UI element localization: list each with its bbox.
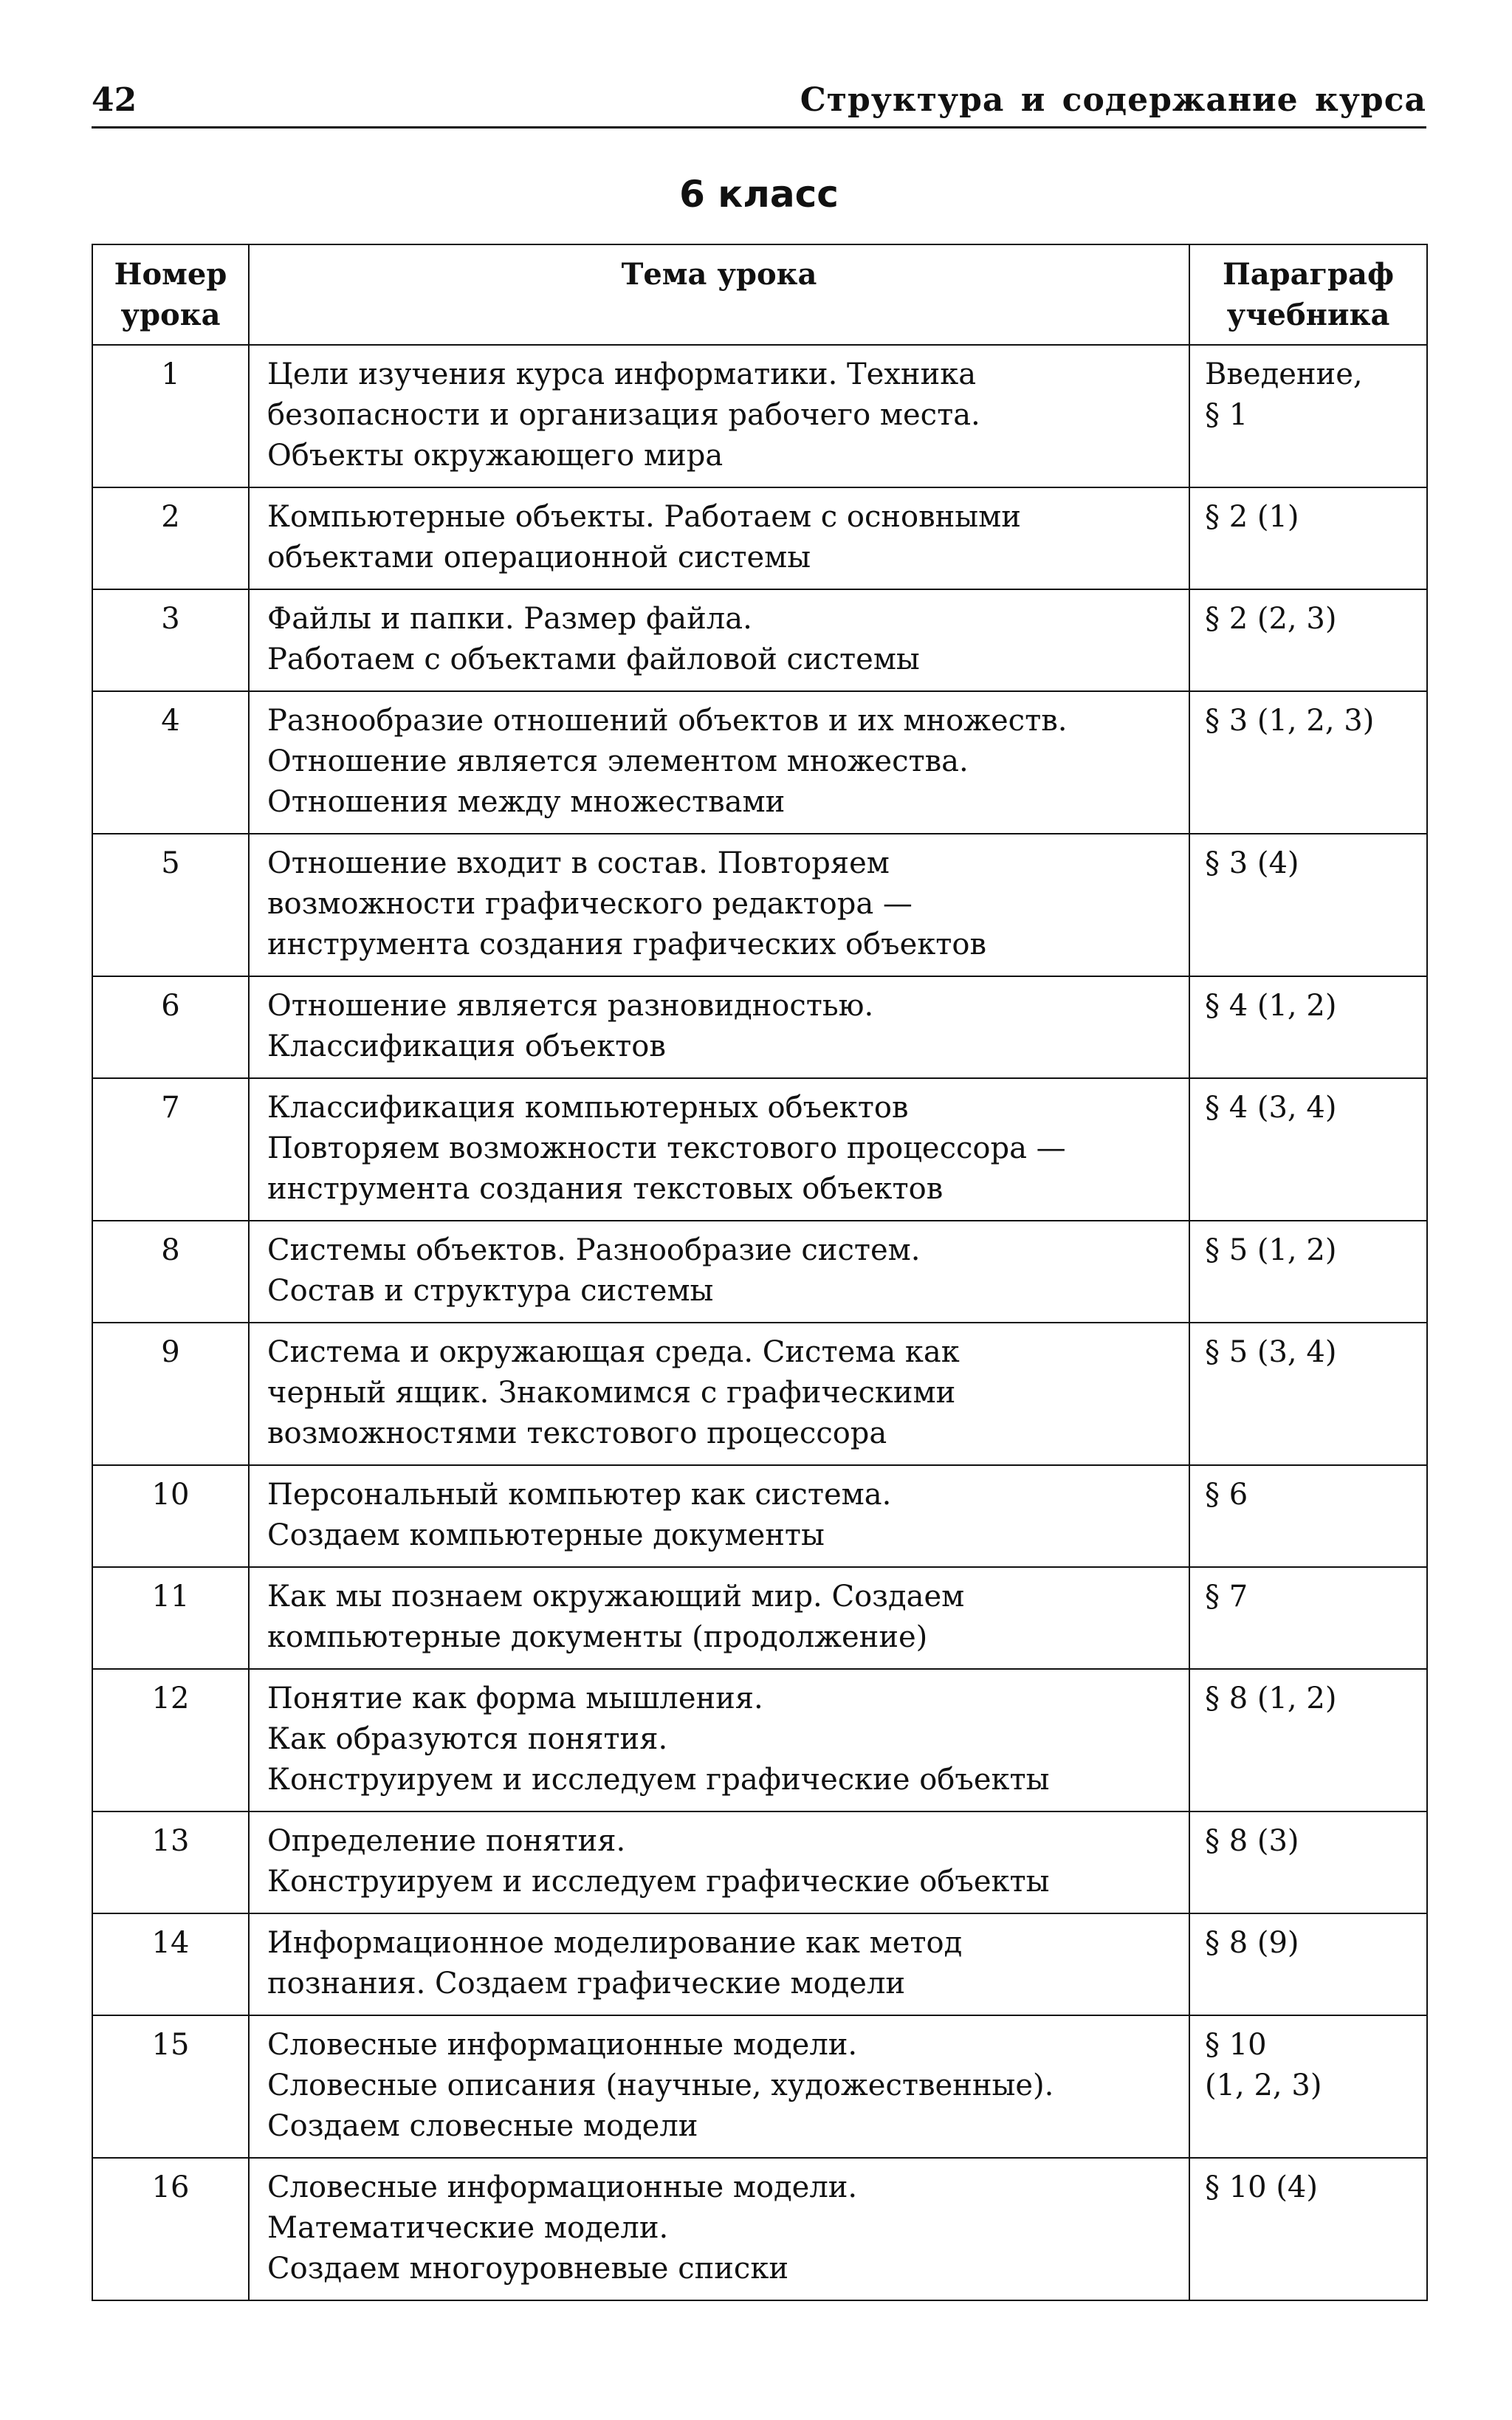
topic-line: Словесные информационные модели. (267, 2170, 858, 2204)
lesson-topic (249, 1221, 1189, 1323)
textbook-paragraph (1189, 1567, 1427, 1669)
table-row (92, 834, 1427, 976)
topic-line: Персональный компьютер как система. (267, 1478, 892, 1512)
paragraph-line: § 4 (1, 2) (1205, 989, 1337, 1023)
topic-line: инструмента создания текстовых объектов (267, 1172, 944, 1206)
lessons-table (92, 244, 1428, 2301)
lesson-number: 14 (92, 1913, 249, 2015)
topic-line: Отношение входит в состав. Повторяем (267, 846, 890, 880)
textbook-paragraph (1189, 1465, 1427, 1567)
textbook-paragraph (1189, 691, 1427, 834)
column-header-lesson-number (92, 244, 249, 345)
topic-line: инструмента создания графических объектов (267, 928, 987, 962)
lesson-number: 15 (92, 2015, 249, 2158)
topic-line: Файлы и папки. Размер файла. (267, 602, 752, 636)
topic-line: Как мы познаем окружающий мир. Создаем (267, 1580, 965, 1614)
topic-line: познания. Создаем графические модели (267, 1967, 906, 2001)
topic-line: черный ящик. Знакомимся с графическими (267, 1376, 956, 1410)
topic-line: возможности графического редактора — (267, 887, 913, 921)
lesson-topic (249, 2158, 1189, 2300)
topic-line: Информационное моделирование как метод (267, 1926, 963, 1960)
table-row (92, 1221, 1427, 1323)
paragraph-line: § 10 (1205, 2028, 1267, 2062)
lesson-number: 4 (92, 691, 249, 834)
textbook-paragraph (1189, 345, 1427, 487)
paragraph-line: § 3 (1, 2, 3) (1205, 704, 1375, 738)
textbook-paragraph (1189, 1221, 1427, 1323)
topic-line: Математические модели. (267, 2211, 669, 2245)
header-line: Тема урока (621, 257, 817, 292)
topic-line: Словесные информационные модели. (267, 2028, 858, 2062)
lesson-number: 12 (92, 1669, 249, 1811)
paragraph-line: § 8 (1, 2) (1205, 1682, 1337, 1715)
textbook-paragraph (1189, 1669, 1427, 1811)
paragraph-line: § 5 (1, 2) (1205, 1233, 1337, 1267)
paragraph-line: § 8 (9) (1205, 1926, 1299, 1960)
lesson-topic (249, 589, 1189, 691)
topic-line: Повторяем возможности текстового процессора — (267, 1131, 1066, 1165)
topic-line: Объекты окружающего мира (267, 439, 724, 473)
textbook-paragraph (1189, 1913, 1427, 2015)
paragraph-line: § 7 (1205, 1580, 1248, 1614)
table-row (92, 1669, 1427, 1811)
lesson-number: 2 (92, 487, 249, 589)
book-page (92, 0, 1426, 2420)
lesson-topic (249, 2015, 1189, 2158)
table-row (92, 2015, 1427, 2158)
topic-line: безопасности и организация рабочего места. (267, 398, 980, 432)
paragraph-line: § 3 (4) (1205, 846, 1299, 880)
lesson-number: 10 (92, 1465, 249, 1567)
section-title: Структура и содержание курса (800, 81, 1426, 119)
paragraph-line: Введение, (1205, 357, 1363, 391)
paragraph-line: § 10 (4) (1205, 2170, 1318, 2204)
column-header-paragraph (1189, 244, 1427, 345)
topic-line: Понятие как форма мышления. (267, 1682, 763, 1715)
table-row (92, 487, 1427, 589)
paragraph-line: § 1 (1205, 398, 1248, 432)
table-row (92, 1323, 1427, 1465)
topic-line: Классификация объектов (267, 1029, 666, 1063)
lesson-topic (249, 834, 1189, 976)
topic-line: компьютерные документы (продолжение) (267, 1620, 928, 1654)
header-line: Номер (114, 257, 227, 292)
header-line: урока (120, 298, 221, 332)
topic-line: объектами операционной системы (267, 541, 811, 575)
lesson-number: 3 (92, 589, 249, 691)
textbook-paragraph (1189, 1078, 1427, 1221)
topic-line: Создаем многоуровневые списки (267, 2252, 788, 2286)
table-row (92, 345, 1427, 487)
textbook-paragraph (1189, 1323, 1427, 1465)
textbook-paragraph (1189, 2158, 1427, 2300)
textbook-paragraph (1189, 834, 1427, 976)
lesson-number: 9 (92, 1323, 249, 1465)
topic-line: Цели изучения курса информатики. Техника (267, 357, 977, 391)
lesson-number: 11 (92, 1567, 249, 1669)
paragraph-line: § 8 (3) (1205, 1824, 1299, 1858)
lesson-topic (249, 345, 1189, 487)
table-row (92, 1811, 1427, 1913)
paragraph-line: § 2 (2, 3) (1205, 602, 1337, 636)
textbook-paragraph (1189, 1811, 1427, 1913)
topic-line: Компьютерные объекты. Работаем с основными (267, 500, 1021, 534)
paragraph-line: § 5 (3, 4) (1205, 1335, 1337, 1369)
lesson-number: 13 (92, 1811, 249, 1913)
table-row (92, 589, 1427, 691)
topic-line: Отношения между множествами (267, 785, 786, 819)
table-row (92, 1465, 1427, 1567)
topic-line: Конструируем и исследуем графические объекты (267, 1865, 1050, 1899)
page-number: 42 (92, 81, 137, 119)
paragraph-line: § 6 (1205, 1478, 1248, 1512)
lesson-number: 7 (92, 1078, 249, 1221)
lesson-topic (249, 1323, 1189, 1465)
lesson-topic (249, 1669, 1189, 1811)
topic-line: Работаем с объектами файловой системы (267, 642, 920, 676)
lesson-topic (249, 1913, 1189, 2015)
table-body (92, 345, 1427, 2300)
header-line: Параграф (1222, 257, 1395, 292)
textbook-paragraph (1189, 976, 1427, 1078)
topic-line: Разнообразие отношений объектов и их множеств. (267, 704, 1068, 738)
topic-line: Создаем компьютерные документы (267, 1518, 825, 1552)
table-row (92, 691, 1427, 834)
table-row (92, 1913, 1427, 2015)
topic-line: Классификация компьютерных объектов (267, 1091, 909, 1125)
paragraph-line: § 4 (3, 4) (1205, 1091, 1337, 1125)
lesson-number: 5 (92, 834, 249, 976)
table-row (92, 1567, 1427, 1669)
lesson-topic (249, 487, 1189, 589)
lesson-number: 6 (92, 976, 249, 1078)
grade-heading: 6 класс (679, 173, 839, 216)
textbook-paragraph (1189, 589, 1427, 691)
textbook-paragraph (1189, 487, 1427, 589)
table-row (92, 976, 1427, 1078)
lesson-topic (249, 1567, 1189, 1669)
table-row (92, 1078, 1427, 1221)
topic-line: Создаем словесные модели (267, 2109, 698, 2143)
header-row (92, 244, 1427, 345)
table-header (92, 244, 1427, 345)
lesson-topic (249, 1078, 1189, 1221)
topic-line: Как образуются понятия. (267, 1722, 668, 1756)
topic-line: Система и окружающая среда. Система как (267, 1335, 960, 1369)
topic-line: Словесные описания (научные, художественные). (267, 2068, 1054, 2102)
topic-line: Отношение является разновидностью. (267, 989, 874, 1023)
lesson-topic (249, 691, 1189, 834)
topic-line: Состав и структура системы (267, 1274, 714, 1308)
lesson-number: 8 (92, 1221, 249, 1323)
lesson-number: 1 (92, 345, 249, 487)
table-row (92, 2158, 1427, 2300)
paragraph-line: (1, 2, 3) (1205, 2068, 1322, 2102)
column-header-topic (249, 244, 1189, 345)
textbook-paragraph (1189, 2015, 1427, 2158)
paragraph-line: § 2 (1) (1205, 500, 1299, 534)
topic-line: возможностями текстового процессора (267, 1416, 887, 1450)
running-head (92, 77, 1426, 128)
topic-line: Определение понятия. (267, 1824, 626, 1858)
lesson-number: 16 (92, 2158, 249, 2300)
lesson-topic (249, 976, 1189, 1078)
header-line: учебника (1226, 298, 1390, 332)
topic-line: Системы объектов. Разнообразие систем. (267, 1233, 921, 1267)
topic-line: Отношение является элементом множества. (267, 744, 969, 778)
lesson-topic (249, 1811, 1189, 1913)
topic-line: Конструируем и исследуем графические объекты (267, 1763, 1050, 1797)
lesson-topic (249, 1465, 1189, 1567)
